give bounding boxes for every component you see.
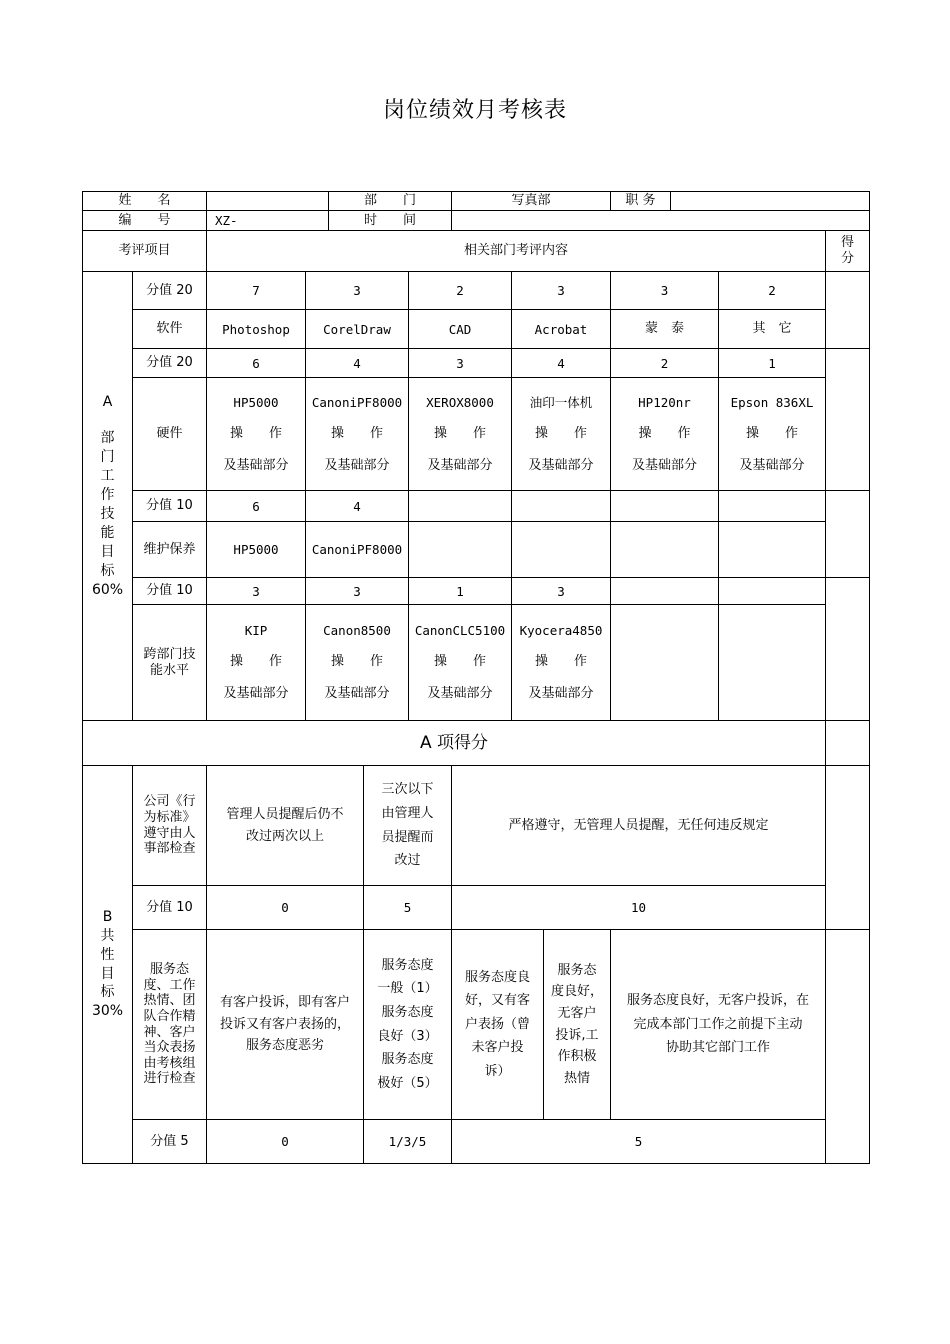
cross-model: KIP xyxy=(244,623,268,639)
maintenance-label: 维护保养 xyxy=(132,521,207,578)
service-label xyxy=(132,929,207,1120)
service-c4-line: 投诉,工 xyxy=(555,1027,599,1043)
hardware-item xyxy=(610,377,719,491)
service-c2-line: 服务态度 xyxy=(381,957,434,973)
software-score: 3 xyxy=(610,271,719,310)
service-c5-line: 服务态度良好，无客户投诉，在 xyxy=(626,993,809,1009)
cross-base: 及基础部分 xyxy=(528,686,594,701)
service-c2-line: 服务态度 xyxy=(381,1052,434,1068)
software-score: 7 xyxy=(206,271,306,310)
conduct-score-label: 分值 10 xyxy=(132,885,207,930)
hardware-model: 油印一体机 xyxy=(529,394,593,410)
hardware-score: 6 xyxy=(206,348,306,378)
service-c3-line: 诉） xyxy=(484,1063,511,1079)
service-label-line: 进行检查 xyxy=(143,1071,196,1087)
service-label-line: 队合作精 xyxy=(143,1008,196,1024)
section-a-label-char: A xyxy=(102,393,113,410)
cross-op: 操 作 xyxy=(433,654,486,670)
dept-label: 部 门 xyxy=(328,191,452,211)
software-item: Photoshop xyxy=(206,309,306,349)
hardware-label: 硬件 xyxy=(132,377,207,491)
service-c2 xyxy=(363,929,452,1120)
conduct-c2-line: 改过 xyxy=(394,853,421,869)
hardware-base: 及基础部分 xyxy=(223,457,289,473)
maintenance-score-cell[interactable] xyxy=(825,490,870,578)
cross-model: CanonCLC5100 xyxy=(414,623,506,639)
page-title: 岗位绩效月考核表 xyxy=(382,98,567,123)
service-label-line: 服务态 xyxy=(149,962,189,978)
section-b-label-char: 共 xyxy=(100,927,115,944)
software-item: Acrobat xyxy=(511,309,611,349)
number-value[interactable]: XZ- xyxy=(206,210,329,231)
service-c3-line: 好，又有客 xyxy=(464,993,530,1009)
section-a-label-char: 技 xyxy=(100,506,115,522)
conduct-score: 5 xyxy=(363,885,452,930)
maintenance-item xyxy=(718,521,826,578)
service-c1-line: 投诉又有客户表扬的， xyxy=(219,1016,350,1032)
cross-item xyxy=(206,604,306,721)
section-a-label-char: 目 xyxy=(100,543,115,560)
position-label: 职 务 xyxy=(610,191,671,211)
conduct-c2 xyxy=(363,765,452,886)
hardware-score: 1 xyxy=(718,348,826,378)
section-a-total-label: A 项得分 xyxy=(82,720,826,766)
cross-score-cell[interactable] xyxy=(825,577,870,721)
cross-label-line: 跨部门技 xyxy=(143,646,196,662)
cross-item xyxy=(408,604,512,721)
section-a-label-char: 能 xyxy=(100,524,115,541)
section-a-label-char: 部 xyxy=(100,430,115,447)
cross-op: 操 作 xyxy=(534,654,587,670)
hardware-base: 及基础部分 xyxy=(324,457,390,473)
hardware-score-label: 分值 20 xyxy=(132,348,207,378)
software-item: CorelDraw xyxy=(305,309,409,349)
hardware-op: 操 作 xyxy=(229,425,282,441)
hardware-base: 及基础部分 xyxy=(739,457,805,473)
hardware-item xyxy=(206,377,306,491)
software-score: 3 xyxy=(511,271,611,310)
service-c1-line: 服务态度恶劣 xyxy=(245,1038,324,1054)
conduct-label xyxy=(132,765,207,886)
cross-score xyxy=(718,577,826,605)
software-score-label: 分值 20 xyxy=(132,271,207,310)
score-label: 得分 xyxy=(825,230,870,272)
section-b-label-char: 30% xyxy=(91,1003,124,1020)
section-b-label-char: B xyxy=(102,908,113,925)
cross-score: 3 xyxy=(305,577,409,605)
service-c2-line: 极好（5） xyxy=(377,1075,438,1091)
cross-item xyxy=(718,604,826,721)
software-item: 蒙 泰 xyxy=(610,309,719,349)
conduct-label-line: 公司《行 xyxy=(143,794,196,810)
cross-item xyxy=(610,604,719,721)
cross-op: 操 作 xyxy=(330,654,383,670)
time-value[interactable] xyxy=(451,210,870,231)
software-item: 其 它 xyxy=(718,309,826,349)
service-c4-line: 热情 xyxy=(563,1070,590,1086)
service-c1 xyxy=(206,929,364,1120)
section-b-label-char: 目 xyxy=(100,965,115,982)
hardware-score: 4 xyxy=(511,348,611,378)
maintenance-item: CanoniPF8000 xyxy=(305,521,409,578)
service-c2-line: 一般（1） xyxy=(377,981,438,997)
service-label-line: 当众表扬 xyxy=(143,1040,196,1056)
hardware-score: 2 xyxy=(610,348,719,378)
hardware-base: 及基础部分 xyxy=(427,457,493,473)
cross-model: Kyocera4850 xyxy=(519,623,603,639)
cross-op: 操 作 xyxy=(229,654,282,670)
hardware-base: 及基础部分 xyxy=(631,457,697,473)
section-b-label xyxy=(82,765,133,1164)
service-c5-line: 完成本部门工作之前提下主动 xyxy=(633,1016,803,1032)
service-c4-line: 作积极 xyxy=(557,1049,597,1065)
service-score-label: 分值 5 xyxy=(132,1119,207,1164)
service-label-line: 由考核组 xyxy=(143,1055,196,1071)
time-label: 时 间 xyxy=(328,210,452,231)
hardware-score-cell[interactable] xyxy=(825,348,870,491)
conduct-label-line: 遵守由人 xyxy=(143,825,196,841)
service-score-cell[interactable] xyxy=(825,929,870,1164)
conduct-c2-line: 员提醒而 xyxy=(381,829,434,845)
service-score: 0 xyxy=(206,1119,364,1164)
hardware-score: 4 xyxy=(305,348,409,378)
software-item: CAD xyxy=(408,309,512,349)
hardware-model: HP120nr xyxy=(638,394,691,410)
maintenance-score xyxy=(610,490,719,522)
conduct-c1 xyxy=(206,765,364,886)
section-a-label-char: 60% xyxy=(91,581,124,598)
section-a-label-char: 门 xyxy=(100,449,115,466)
service-c2-line: 良好（3） xyxy=(377,1028,438,1044)
section-b-label-char: 性 xyxy=(100,946,115,963)
maintenance-item xyxy=(610,521,719,578)
software-label: 软件 xyxy=(132,309,207,349)
hardware-score: 3 xyxy=(408,348,512,378)
cross-score: 1 xyxy=(408,577,512,605)
hardware-item xyxy=(511,377,611,491)
maintenance-item xyxy=(511,521,611,578)
conduct-c3: 严格遵守，无管理人员提醒，无任何违反规定 xyxy=(451,765,826,886)
service-c4-line: 无客户 xyxy=(557,1005,597,1021)
hardware-model: CanoniPF8000 xyxy=(311,394,403,410)
service-score: 5 xyxy=(451,1119,826,1164)
hardware-op: 操 作 xyxy=(433,425,486,441)
hardware-op: 操 作 xyxy=(745,425,798,441)
section-a-label-char: 标 xyxy=(100,562,115,579)
cross-label xyxy=(132,604,207,721)
conduct-score-cell[interactable] xyxy=(825,765,870,930)
hardware-base: 及基础部分 xyxy=(528,457,594,473)
maintenance-score xyxy=(408,490,512,522)
software-score: 2 xyxy=(718,271,826,310)
maintenance-score: 6 xyxy=(206,490,306,522)
cross-score-label: 分值 10 xyxy=(132,577,207,605)
software-score-cell[interactable] xyxy=(825,271,870,349)
service-c4 xyxy=(543,929,611,1120)
name-value[interactable] xyxy=(206,191,329,211)
cross-base: 及基础部分 xyxy=(223,686,289,701)
service-c2-line: 服务态度 xyxy=(381,1004,434,1020)
section-a-label-char: 作 xyxy=(100,487,115,504)
name-label: 姓 名 xyxy=(82,191,207,211)
service-label-line: 神、客户 xyxy=(143,1024,196,1040)
hardware-model: HP5000 xyxy=(233,394,279,410)
conduct-c2-line: 三次以下 xyxy=(381,782,434,798)
number-label: 编 号 xyxy=(82,210,207,231)
hardware-op: 操 作 xyxy=(330,425,383,441)
service-c5-line: 协助其它部门工作 xyxy=(665,1040,770,1056)
service-c3 xyxy=(451,929,544,1120)
cross-base: 及基础部分 xyxy=(427,686,493,701)
service-c1-line: 有客户投诉，即有客户 xyxy=(219,995,350,1011)
cross-item xyxy=(511,604,611,721)
maintenance-score: 4 xyxy=(305,490,409,522)
cross-model: Canon8500 xyxy=(323,623,391,639)
cross-label-line: 能水平 xyxy=(149,662,189,678)
hardware-model: Epson 836XL xyxy=(730,394,814,410)
cross-score: 3 xyxy=(511,577,611,605)
cross-score: 3 xyxy=(206,577,306,605)
service-label-line: 热情、团 xyxy=(143,993,196,1009)
maintenance-item xyxy=(408,521,512,578)
maintenance-score xyxy=(511,490,611,522)
hardware-op: 操 作 xyxy=(534,425,587,441)
maintenance-item: HP5000 xyxy=(206,521,306,578)
position-value[interactable] xyxy=(670,191,870,211)
software-score: 3 xyxy=(305,271,409,310)
conduct-label-line: 为标准》 xyxy=(143,809,196,825)
service-c3-line: 未客户投 xyxy=(471,1040,524,1056)
section-a-label-char: 工 xyxy=(100,468,115,485)
conduct-score: 0 xyxy=(206,885,364,930)
service-c5 xyxy=(610,929,826,1120)
cross-item xyxy=(305,604,409,721)
hardware-item xyxy=(408,377,512,491)
maintenance-score-label: 分值 10 xyxy=(132,490,207,522)
cross-score xyxy=(610,577,719,605)
item-label: 考评项目 xyxy=(82,230,207,272)
service-c4-line: 服务态 xyxy=(557,962,597,978)
section-a-total-score[interactable] xyxy=(825,720,870,766)
section-b-label-char: 标 xyxy=(100,984,115,1001)
conduct-c2-line: 由管理人 xyxy=(381,805,434,821)
hardware-op: 操 作 xyxy=(638,425,691,441)
cross-base: 及基础部分 xyxy=(324,686,390,701)
conduct-score: 10 xyxy=(451,885,826,930)
service-c3-line: 服务态度良 xyxy=(464,969,530,985)
service-score: 1/3/5 xyxy=(363,1119,452,1164)
service-c3-line: 户表扬（曾 xyxy=(464,1016,530,1032)
content-label: 相关部门考评内容 xyxy=(206,230,826,272)
dept-value: 写真部 xyxy=(451,191,611,211)
hardware-item xyxy=(305,377,409,491)
service-c4-line: 度良好， xyxy=(550,984,603,1000)
hardware-item xyxy=(718,377,826,491)
service-label-line: 度、工作 xyxy=(143,977,196,993)
maintenance-score xyxy=(718,490,826,522)
hardware-model: XEROX8000 xyxy=(426,394,494,410)
conduct-c1-line: 管理人员提醒后仍不 xyxy=(226,806,344,822)
conduct-c1-line: 改过两次以上 xyxy=(245,828,324,844)
section-a-label xyxy=(82,271,133,721)
conduct-label-line: 事部检查 xyxy=(143,841,196,857)
software-score: 2 xyxy=(408,271,512,310)
